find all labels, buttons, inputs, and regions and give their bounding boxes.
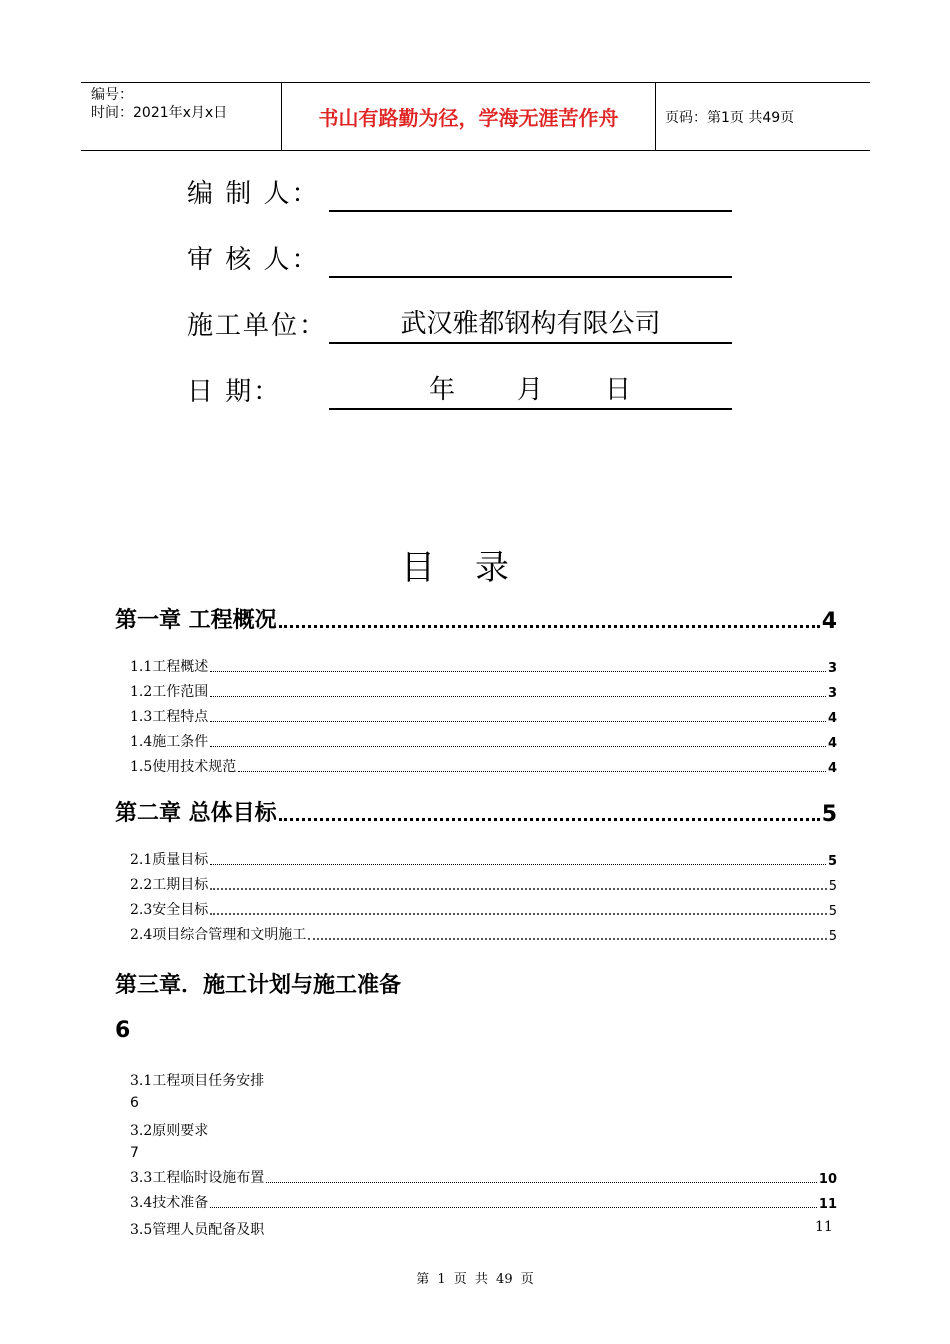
field-underline: [329, 210, 732, 212]
toc-section-page: 7: [130, 1145, 139, 1161]
toc-section-page: 6: [130, 1095, 139, 1111]
header-page-info: 页码：第1页 共49页: [665, 109, 795, 126]
header-meta: [91, 86, 227, 122]
field-company: [187, 304, 732, 344]
toc-section-title: 1.2工作范围: [130, 684, 209, 700]
field-label: 审 核 人：: [187, 245, 320, 275]
toc-section-title: 1.3工程特点: [130, 709, 209, 725]
toc-section[interactable]: [130, 658, 837, 676]
field-underline: [329, 276, 732, 278]
company-value: 武汉雅都钢构有限公司: [400, 309, 661, 339]
header-divider: [655, 83, 656, 150]
field-date: [187, 370, 732, 410]
toc-leader: [210, 913, 826, 915]
toc-section-title: 2.4项目综合管理和文明施工: [130, 927, 307, 943]
toc-leader: [210, 746, 826, 747]
toc-section-title: 3.4技术准备: [130, 1195, 209, 1211]
date-day: 日: [605, 375, 632, 405]
toc-section-title[interactable]: 3.1工程项目任务安排: [130, 1073, 265, 1089]
toc-section-page: 5: [828, 879, 837, 894]
toc-section-title: 2.1质量目标: [130, 852, 209, 868]
toc-section[interactable]: [130, 876, 837, 894]
field-editor: [187, 172, 732, 212]
field-label: 编 制 人：: [187, 179, 320, 209]
toc-chapter-title: 第二章 总体目标: [115, 801, 277, 826]
toc-chapter-title[interactable]: 第三章．施工计划与施工准备: [115, 973, 402, 998]
toc-section-page: 10: [818, 1172, 837, 1187]
toc-section[interactable]: [130, 926, 837, 944]
page-footer: 第 1 页 共 49 页: [416, 1272, 534, 1287]
toc-chapter-page: 6: [115, 1018, 131, 1043]
toc-section-title: 3.3工程临时设施布置: [130, 1170, 265, 1186]
toc-leader: [210, 1207, 817, 1208]
toc-chapter-page: 5: [821, 802, 837, 827]
toc-section-title: 1.4施工条件: [130, 734, 209, 750]
toc-section[interactable]: [130, 851, 837, 869]
toc-chapter[interactable]: [115, 604, 837, 634]
toc-section[interactable]: [130, 758, 837, 776]
toc-section-page: 4: [827, 711, 837, 726]
time-label: 时间：2021年x月x日: [91, 105, 228, 121]
toc-leader: [210, 696, 826, 697]
toc-section-page: 5: [827, 854, 837, 869]
toc-section[interactable]: [130, 901, 837, 919]
toc-leader: [210, 721, 826, 722]
page-header: [81, 82, 870, 151]
toc-section[interactable]: [130, 1169, 837, 1187]
field-label: 施工单位：: [187, 311, 328, 341]
field-underline: [329, 342, 732, 344]
field-reviewer: [187, 238, 732, 278]
toc-section-page: 3: [827, 661, 837, 676]
toc-chapter-page: 4: [821, 609, 837, 634]
toc-section[interactable]: [130, 1194, 837, 1212]
toc-section-page: 11: [815, 1219, 833, 1235]
toc-section-title: 1.5使用技术规范: [130, 759, 237, 775]
toc-chapter[interactable]: [115, 797, 837, 827]
toc-leader: [279, 625, 820, 628]
toc-section-title: 2.3安全目标: [130, 902, 209, 918]
toc-section-title[interactable]: 3.2原则要求: [130, 1123, 209, 1139]
toc-title: 目录: [401, 548, 549, 588]
toc-leader: [238, 771, 826, 772]
toc-section[interactable]: [130, 683, 837, 701]
field-underline: [329, 408, 732, 410]
toc-leader: [279, 818, 820, 821]
toc-section-page: 4: [827, 736, 837, 751]
toc-section-title: 2.2工期目标: [130, 877, 209, 893]
toc-leader: [210, 864, 826, 865]
field-label: 日 期：: [187, 377, 282, 407]
toc-section-title: 1.1工程概述: [130, 659, 209, 675]
date-month: 月: [517, 375, 544, 405]
toc-section[interactable]: [130, 733, 837, 751]
toc-leader: [308, 938, 826, 940]
toc-leader: [210, 671, 826, 672]
toc-leader: [210, 888, 826, 890]
toc-section-page: 5: [828, 929, 837, 944]
toc-section-page: 11: [818, 1197, 837, 1212]
toc-section-page: 3: [827, 686, 837, 701]
toc-leader: [266, 1182, 817, 1183]
code-label: 编号：: [91, 87, 133, 103]
header-motto: 书山有路勤为径，学海无涯苦作舟: [318, 106, 619, 130]
toc-chapter-title: 第一章 工程概况: [115, 608, 277, 633]
date-year: 年: [429, 375, 456, 405]
toc-section-page: 4: [827, 761, 837, 776]
toc-section-page: 5: [828, 904, 837, 919]
toc-section-title[interactable]: 3.5管理人员配备及职: [130, 1222, 265, 1238]
toc-section[interactable]: [130, 708, 837, 726]
